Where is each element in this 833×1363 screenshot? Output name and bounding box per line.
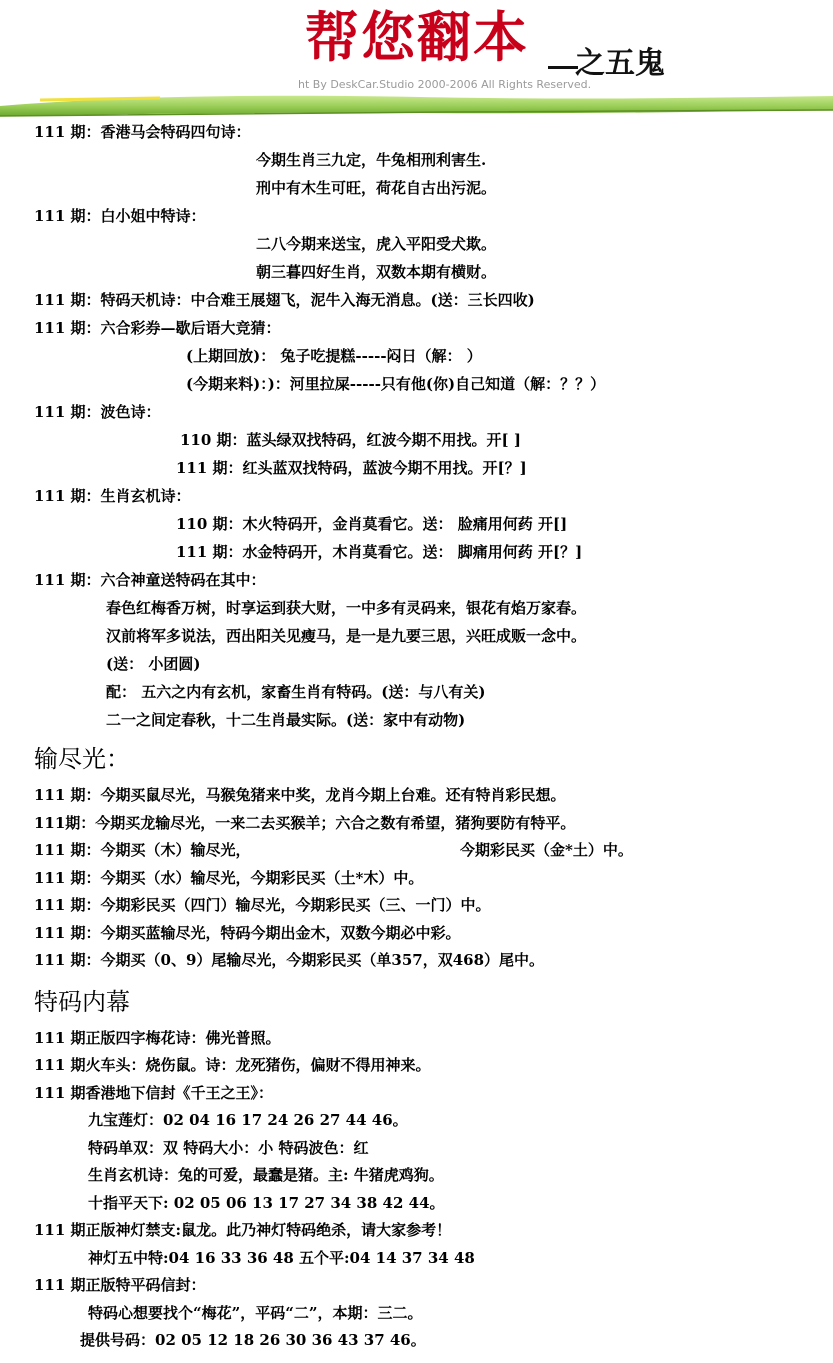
text-line: 111 期香港地下信封《千王之王》： bbox=[34, 1083, 274, 1102]
grass-banner bbox=[0, 88, 833, 118]
document-body bbox=[0, 118, 833, 1355]
section-lose-all bbox=[0, 782, 833, 975]
text-segment: 今期彩民买（金*土）中。 bbox=[460, 841, 633, 859]
text-line: 111 期：今期彩民买（四门）输尽光，今期彩民买（三、一门）中。 bbox=[34, 896, 491, 914]
text-line: 111 期正版特平码信封： bbox=[34, 1276, 206, 1294]
text-line: 二一之间定春秋，十二生肖最实际。(送：家中有动物) bbox=[106, 711, 466, 729]
section-heading: 特码内幕 bbox=[34, 987, 130, 1016]
section-heading: 输尽光： bbox=[34, 745, 130, 773]
text-line: 111 期正版四字梅花诗：佛光普照。 bbox=[34, 1028, 281, 1047]
text-line: 111期：今期买龙输尽光，一来二去买猴羊；六合之数有希望，猪狗要防有特平。 bbox=[34, 813, 576, 832]
text-line: 110 期：木火特码开，金肖莫看它。送： 脸痛用何药 开[] bbox=[176, 515, 568, 533]
text-line: 111 期：今期买蓝输尽光，特码今期出金木，双数今期必中彩。 bbox=[34, 923, 461, 942]
text-line: 111 期正版神灯禁支:鼠龙。此乃神灯特码绝杀，请大家参考！ bbox=[34, 1221, 452, 1239]
text-line: 111 期：今期买（水）输尽光，今期彩民买（土*木）中。 bbox=[34, 868, 424, 887]
text-line: 111 期火车头：烧伤鼠。诗：龙死猪伤，偏财不得用神来。 bbox=[34, 1056, 431, 1074]
page-title: 帮您翻本 bbox=[305, 6, 529, 69]
text-line: 111 期：红头蓝双找特码，蓝波今期不用找。开[？] bbox=[176, 459, 527, 477]
text-segment: 111 期：今期买（木）输尽光， bbox=[34, 841, 251, 859]
text-line: 刑中有木生可旺，荷花自古出污泥。 bbox=[256, 179, 497, 197]
text-line: 神灯五中特:04 16 33 36 48 五个平:04 14 37 34 48 bbox=[88, 1248, 475, 1267]
text-line: 十指平天下: 02 05 06 13 17 27 34 38 42 44。 bbox=[88, 1193, 445, 1212]
page-header bbox=[0, 0, 833, 120]
text-line: 特码单双：双 特码大小：小 特码波色：红 bbox=[88, 1138, 369, 1157]
text-line: 汉前将军多说法，西出阳关见瘦马，是一是九要三思，兴旺成贩一念中。 bbox=[106, 627, 587, 645]
text-line: 九宝莲灯：02 04 16 17 24 26 27 44 46。 bbox=[88, 1111, 408, 1129]
text-line: 111 期：波色诗： bbox=[34, 403, 161, 421]
text-line: (上期回放)： 兔子吃提糕-----闷日（解： ） bbox=[186, 347, 482, 365]
text-line: 111 期：特码天机诗：中合难王展翅飞，泥牛入海无消息。(送：三长四收) bbox=[34, 291, 535, 309]
text-line: 111 期：水金特码开，木肖莫看它。送： 脚痛用何药 开[？] bbox=[176, 543, 583, 561]
text-line: 配： 五六之内有玄机，家畜生肖有特码。(送：与八有关) bbox=[106, 683, 486, 701]
text-line: 111 期：今期买（0、9）尾输尽光，今期彩民买（单357，双468）尾中。 bbox=[34, 951, 545, 969]
section-verses bbox=[0, 118, 833, 734]
text-line: 111 期：香港马会特码四句诗： bbox=[34, 123, 251, 141]
text-line bbox=[0, 837, 833, 865]
text-line: (今期来料)：)：河里拉屎-----只有他(你)自己知道（解：？？） bbox=[186, 375, 606, 393]
page-subtitle: 之五鬼 bbox=[575, 46, 665, 81]
text-line: 提供号码：02 05 12 18 26 30 36 43 37 46。 bbox=[80, 1331, 426, 1349]
text-line: 111 期：白小姐中特诗： bbox=[34, 207, 206, 225]
text-line: 110 期：蓝头绿双找特码，红波今期不用找。开[ ] bbox=[180, 431, 521, 449]
title-dash bbox=[548, 66, 578, 69]
text-line: 111 期：生肖玄机诗： bbox=[34, 487, 191, 505]
text-line: 111 期：今期买鼠尽光，马猴兔猪来中奖，龙肖今期上台难。还有特肖彩民想。 bbox=[34, 786, 566, 804]
text-line: 特码心想要找个“梅花”，平码“二”，本期：三二。 bbox=[88, 1303, 423, 1322]
watermark-text: ht By DeskCar.Studio 2000-2006 All Rights Reserved. bbox=[298, 78, 592, 91]
text-line: 朝三暮四好生肖，双数本期有横财。 bbox=[256, 263, 497, 281]
section-inside-info bbox=[0, 1025, 833, 1355]
text-line: 二八今期来送宝，虎入平阳受犬欺。 bbox=[256, 235, 497, 253]
text-line: 春色红梅香万树，时享运到获大财，一中多有灵码来，银花有焰万家春。 bbox=[106, 599, 587, 617]
text-line: 今期生肖三九定，牛兔相刑利害生. bbox=[256, 151, 487, 169]
text-line: 生肖玄机诗：兔的可爱，最蠢是猪。主: 牛猪虎鸡狗。 bbox=[88, 1166, 444, 1184]
text-line: (送： 小团圆) bbox=[106, 655, 201, 673]
text-line: 111 期：六合神童送特码在其中： bbox=[34, 571, 266, 589]
text-line: 111 期：六合彩券—歇后语大竞猜： bbox=[34, 319, 281, 337]
